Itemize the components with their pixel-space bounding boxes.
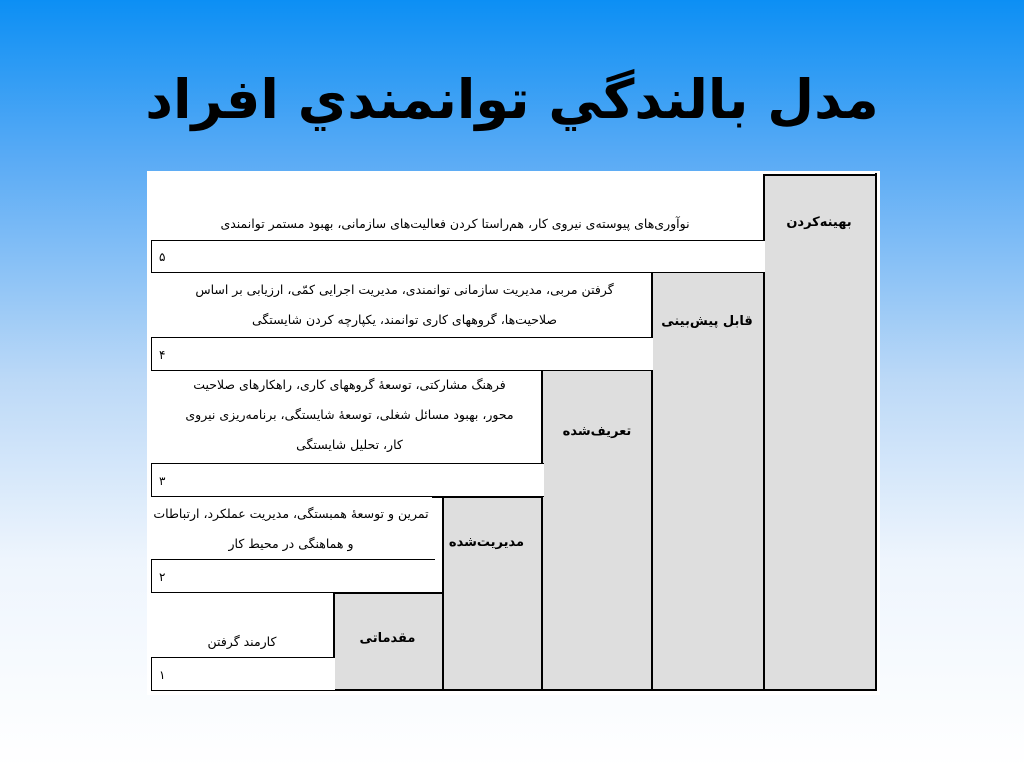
level-number-2: ۲ <box>159 570 166 584</box>
level-box-5 <box>151 240 765 273</box>
level-number-5: ۵ <box>159 250 166 264</box>
step-label-3: تعریف‌شده <box>562 424 632 439</box>
step-description-4: گرفتن مربی، مدیریت سازمانی توانمندی، مدیریت اجرایی کمّی، ارزیابی بر اساس صلاحیت‌ها، گروههای کاری توانمند، یکپارچه کردن شایستگی <box>195 282 614 327</box>
step-column-4 <box>651 271 765 689</box>
level-number-1: ۱ <box>159 668 166 682</box>
step-label-4: قابل پیش‌بینی <box>661 314 753 329</box>
step-column-5 <box>763 174 877 689</box>
step-description-1: کارمند گرفتن <box>207 634 277 649</box>
diagram-bottom-edge <box>333 689 877 691</box>
step-column-3 <box>541 369 655 689</box>
step-label-2: مدیریت‌شده <box>448 535 525 550</box>
level-number-3: ۳ <box>159 474 166 488</box>
level-box-3 <box>151 463 544 497</box>
step-column-2 <box>442 496 553 689</box>
step-description-3: فرهنگ مشارکتی، توسعهٔ گروههای کاری، راهکارهای صلاحیت محور، بهبود مسائل شغلی، توسعهٔ شایستگی، برنامه‌ریزی نیروی کار، تحلیل شایستگی <box>185 377 514 452</box>
maturity-staircase-diagram <box>147 171 880 695</box>
level-box-2 <box>151 559 435 593</box>
level-box-4 <box>151 337 653 371</box>
step-description-5: نوآوری‌های پیوسته‌ی نیروی کار، هم‌راستا کردن فعالیت‌های سازمانی، بهبود مستمر توانمندی <box>220 216 690 231</box>
step-top-5 <box>763 174 877 176</box>
step-description-2: تمرین و توسعهٔ همبستگی، مدیریت عملکرد، ارتباطات و هماهنگی در محیط کار <box>153 506 429 551</box>
step-label-5: بهینه‌کردن <box>786 215 852 230</box>
diagram-right-edge <box>875 173 877 691</box>
step-label-1: مقدماتی <box>359 631 416 646</box>
slide-title: مدل بالندگي توانمندي افراد <box>145 68 879 131</box>
level-box-1 <box>151 657 335 691</box>
level-number-4: ۴ <box>159 348 166 362</box>
